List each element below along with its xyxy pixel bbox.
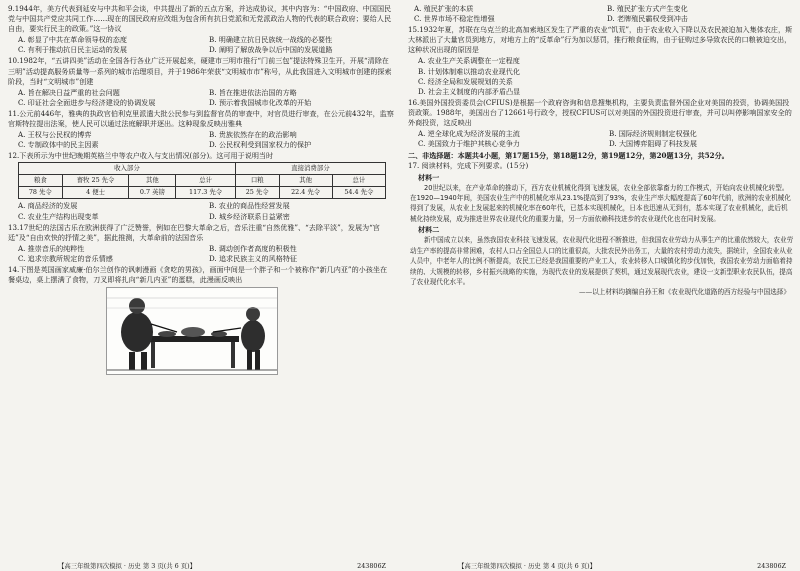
option-c: C. 有利于推动抗日民主运动的发展	[18, 45, 127, 55]
income-expense-table	[18, 162, 386, 199]
table-cell: 总计	[332, 175, 385, 187]
option-c: C. 美国致力于维护其核心竞争力	[418, 139, 520, 149]
question-number: 16.	[408, 97, 420, 107]
table-cell: 4 便士	[62, 187, 129, 199]
option-a: A. 彰显了中共在革命领导权的态度	[18, 35, 127, 45]
option-c: C. 专制政体中的民主因素	[18, 140, 99, 150]
option-d: D. 阐明了解放战争以后中国的发展道路	[209, 45, 333, 55]
option-c: C. 经济全局和发展规划的关系	[418, 76, 513, 86]
question-number: 12.	[8, 151, 20, 161]
option-b: B. 旨在推进依法治国的方略	[209, 87, 297, 97]
question-11-options	[18, 130, 394, 150]
question-stem: 下图是英国画家威廉·伯尔兰创作的讽刺漫画《贪吃的男孩》，画面中间是一个胖子和一个被称作“新几内亚”的小孩坐在餐桌边，桌上摆满了食物，刀叉即将扎向“新几内亚”的蛋糕，此漫画反映出	[8, 264, 388, 285]
table-cell: 总计	[176, 175, 236, 187]
option-c: C. 世界市场不稳定性增强	[414, 14, 495, 24]
question-stem: 1982年，“五讲四美”活动在全国各行各业广泛开展起来，硬建市三明市推行“门前三包”提法特殊卫生开，开展“清除在三明”活动提高服务质量等一系列的城市治理项目，并于1986年荣获“文明城市市”称号，从此我国进入文明城市创建的探索阶段，当时“文明城市”创建	[8, 56, 392, 86]
footer-code: 243806Z	[357, 562, 386, 570]
option-b: B. 明确建立抗日民族统一战线的必要性	[209, 35, 333, 45]
question-15-options	[418, 56, 794, 96]
option-d: D. 社会主义制度的内部矛盾凸显	[418, 86, 521, 96]
question-number: 11.	[8, 108, 20, 118]
table-cell: 粮食	[19, 175, 63, 187]
option-d: D. 预示着我国城市化改革的开始	[209, 97, 312, 107]
section-heading: 二、非选择题：本题共4小题，第17题15分，第18题12分，第19题12分，第20题13分，共52分。	[408, 151, 729, 161]
material-1-title: 材料一	[418, 172, 440, 182]
table-cell: 54.4 先令	[332, 187, 385, 199]
question-number: 14.	[8, 264, 20, 274]
option-d: D. 追求民族主义的风格特征	[209, 253, 297, 263]
option-a: A. 推崇音乐的纯粹性	[18, 243, 85, 253]
footer-code: 243806Z	[757, 562, 786, 570]
question-17: 17. 阅读材料，完成下列要求。(15分)	[408, 161, 529, 171]
option-b: B. 计划体制难以推动农业现代化	[418, 66, 520, 76]
table-head-expense: 直接消费部分	[235, 163, 385, 175]
question-12-options	[18, 201, 394, 221]
option-c: C. 印证社会全面进步与经济建设的协调发展	[18, 97, 156, 107]
question-stem: 下表所示为中世纪晚期英格兰中等农户收入与支出情况(部分)。这可用于说明当时	[19, 151, 274, 161]
table-cell: 口粮	[235, 175, 279, 187]
page-4	[408, 4, 794, 570]
option-c: C. 农业生产结构出现变革	[18, 211, 99, 221]
question-14	[8, 265, 394, 285]
material-2-title: 材料二	[418, 225, 440, 235]
option-d: D. 公民权利受到国家权力的保护	[209, 140, 312, 150]
question-10	[8, 56, 394, 86]
option-a: A. 殖民扩张的本质	[414, 4, 474, 13]
option-a: A. 逆全球化成为经济发展的主流	[418, 129, 520, 139]
option-a: A. 旨在解决日益严重的社会问题	[18, 87, 120, 97]
option-d: D. 大国博弈阻碍了科技发展	[609, 139, 697, 149]
option-d: D. 老牌殖民霸权受到冲击	[607, 14, 688, 24]
question-9	[8, 4, 394, 34]
question-stem: 公元前446年，雅典的执政官伯利克里派遣大批公民参与到监督官员的审查中，对官员进行审查，在公元前432年，监察官斯特拉提出法案，使人民可以通过法庭解职并逐出。这种现象反映出雅典	[8, 108, 394, 129]
question-number: 13.	[8, 222, 20, 232]
question-stem: 17世纪的法国古乐在欧洲获得了广泛赞誉，例如在巴黎大革命之后，音乐注重“自然优雅”、“去除平淡”，发展为“宫廷”及“自由欢快的抒情之美”，据此推测，大革命前的法国音乐	[8, 222, 380, 242]
material-source: ——以上材料均摘编自孙王和《农业现代化道路的西方经验与中国选择》	[579, 288, 790, 297]
option-b: B. 贵族依然存在的政治影响	[209, 130, 297, 140]
option-a: A. 商品经济的发展	[18, 201, 78, 211]
footer-page-label: 【高三年级第四次模拟 · 历史 第 3 页(共 6 页)】	[58, 562, 197, 570]
option-b: B. 殖民扩张方式产生变化	[607, 4, 688, 13]
table-cell: 0.7 英镑	[129, 187, 176, 199]
table-cell: 117.3 先令	[176, 187, 236, 199]
table-cell: 其他	[129, 175, 176, 187]
table-head-income: 收入部分	[19, 163, 236, 175]
question-number: 10.	[8, 56, 20, 66]
question-14-options	[414, 4, 794, 24]
option-b: B. 国际经济规则制定权强化	[609, 129, 697, 139]
question-12	[8, 151, 394, 161]
table-cell: 78 先令	[19, 187, 63, 199]
table-cell: 畜牧 25 先令	[62, 175, 129, 187]
material-1-text: 20世纪以来，在产业革命的推动下，西方农业机械化得到飞速发展，农业全部依靠畜力的工作模式，开始向农业机械化转型。在1920—1940年间，美国农业生产中的机械化率从23.1%提高到了93%，农业生产率大幅度提高了60年代前，欧洲的农业机械化得到了发展，从农业上发展起来的机械化率在60年代，已基本实现机械化，日本也迅速从无到有，基本实现了农业机械化，此后机械化持续发展，成为推进世界农业现代化的重要力量，另一方面依赖科技进步的农业现代化也在同时发展。	[410, 183, 791, 223]
question-9-options	[18, 35, 394, 55]
cartoon-icon	[107, 288, 277, 374]
cartoon-illustration	[106, 287, 278, 375]
question-number: 9.	[8, 4, 15, 13]
question-16-options	[418, 129, 794, 149]
option-b: B. 调动创作者高度的积极性	[209, 243, 297, 253]
table-cell: 22.4 先令	[279, 187, 332, 199]
option-c: C. 追求宗教所规定的音乐情感	[18, 253, 113, 263]
table-row	[19, 187, 386, 199]
question-13	[8, 223, 394, 243]
option-a: A. 农业生产关系调整在一定程度	[418, 56, 520, 66]
table-cell: 25 先令	[235, 187, 279, 199]
question-stem: 1944年，美方代表到延安与中共和平会谈，中共提出了新的五点方案，并达成协议，其中内容为：“中国政府、中国国民党与中国共产党应共同工作……现在的国民政府应改组为包含所有抗日党派和无党派政治人物的代表的联合政府；要给人民自由，要实行民主的政策。”这一协议	[8, 4, 392, 34]
option-a: A. 王权与公民权的博弈	[18, 130, 92, 140]
question-stem: 美国外国投资委员会(CFIUS)是根据一个政府咨询和信息搜集机构，主要负责监督外国企业对美国的投资，协调美国投资政策。1988年，美国出台了12661号行政令，授权CFIUS可以对美国的外国投资进行审查，并可以叫停影响国家安全的外商投资，这反映出	[408, 97, 792, 128]
table-row	[19, 175, 386, 187]
footer-page-label: 【高三年级第四次模拟 · 历史 第 4 页(共 6 页)】	[458, 562, 597, 570]
question-11	[8, 109, 394, 129]
question-16	[408, 98, 794, 128]
question-stem: 1932年夏，苏联在乌克兰的北高加索地区发生了严重的农业“饥荒”，由于农业收入下降以及农民被迫加入集体农庄，斯大林派出了大量官员到地方，对地方上的“反革命”行为加以惩罚，推行粮食征购，由于征购过多导致农民的口粮被迫交出，这种状况出现的原因是	[408, 25, 793, 55]
question-10-options	[18, 88, 394, 108]
question-13-options	[18, 244, 394, 264]
option-d: D. 城乡经济联系日益紧密	[209, 211, 290, 221]
material-2-text: 新中国成立以来，虽然我国农业科技飞速发展，农业现代化进程不断推进，但我国农业劳动力从事生产的比重依然较大，农业劳动生产率的提高非常困难，农村人口占全国总人口的比重很高，大批农民外出务工，大量的农村劳动力流失，据统计，全国农业从业人员中，中老年人的比例不断提高，农民工已经是我国重要的产业工人，农业转移人口城镇化的步伐加快，我国农业劳动力面临着持续的、大规模的转移，乡村振兴战略的实施，为现代农业的发展提供了契机，通过发展现代农业，建设一支新型职业农民队伍，提高了农业现代化水平。	[410, 236, 794, 286]
question-15	[408, 25, 794, 55]
page-3	[8, 4, 394, 570]
table-cell: 其他	[279, 175, 332, 187]
option-b: B. 农业的商品性经营发展	[209, 201, 290, 211]
question-number: 15.	[408, 25, 420, 35]
